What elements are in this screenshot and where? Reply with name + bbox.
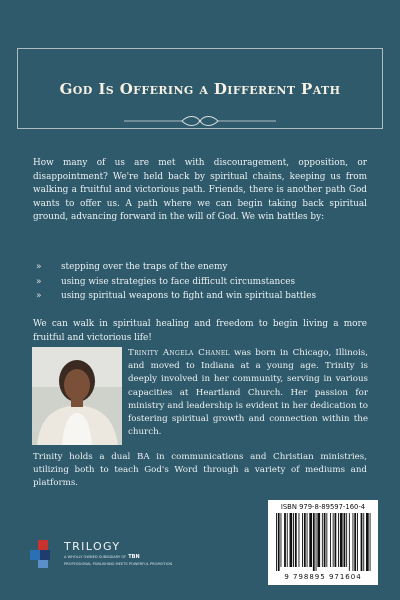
barcode-bar xyxy=(316,513,317,571)
barcode-bar xyxy=(357,513,358,571)
barcode-bar xyxy=(304,513,306,567)
barcode-bar xyxy=(346,513,347,567)
barcode-bar xyxy=(287,513,288,567)
barcode-bar xyxy=(299,513,300,567)
author-bio-text: was born in Chicago, Illinois, and moved to Indiana at a young age. Trinity is deeply involved in her community, serving in various capacities at Heartland Church. Her passion for ministry and leadership is evident in her dedication to fostering spiritual growth and connection within the church. xyxy=(128,348,368,438)
barcode-bar xyxy=(338,513,339,567)
bullet-marker: » xyxy=(36,276,42,287)
bullet-text: using wise strategies to face difficult circumstances xyxy=(61,276,295,287)
barcode-bar xyxy=(344,513,346,567)
barcode-bar xyxy=(340,513,343,567)
author-bio xyxy=(128,347,368,439)
barcode-bar xyxy=(322,513,323,567)
barcode-bar xyxy=(309,513,312,567)
barcode-bars xyxy=(274,513,372,571)
author-name: Trinity Angela Chanel xyxy=(128,348,230,358)
author-photo xyxy=(32,347,122,445)
list-item xyxy=(33,276,367,290)
subsidiary-text: A WHOLLY OWNED SUBSIDIARY OF xyxy=(64,555,127,559)
flourish-ornament xyxy=(120,113,280,129)
barcode-bar xyxy=(335,513,337,567)
intro-paragraph: How many of us are met with discouragement, opposition, or disappointment? We're held back by spiritual chains, keeping us from walking a fruitful and victorious path. Friends, there is another path God wants to offer us. A path where we can begin taking back spiritual ground, advancing forward in the will of God. We win battles by: xyxy=(33,158,367,222)
bullet-text: using spiritual weapons to fight and win spiritual battles xyxy=(61,291,317,301)
barcode-bar xyxy=(317,513,320,567)
barcode xyxy=(268,500,378,585)
barcode-bar xyxy=(353,513,354,571)
publisher-tagline: PROFESSIONAL PUBLISHING MEETS POWERFUL PROMOTION xyxy=(64,562,173,566)
barcode-bar xyxy=(293,513,294,567)
headline: God Is Offering a Different Path xyxy=(59,80,341,98)
barcode-bar xyxy=(302,513,303,567)
barcode-bar xyxy=(330,513,331,567)
barcode-bar xyxy=(326,513,327,567)
bullet-list xyxy=(33,261,367,305)
parent-brand: TBN xyxy=(128,554,140,560)
barcode-bar xyxy=(354,513,356,571)
list-item xyxy=(33,261,367,275)
barcode-bar xyxy=(295,513,297,567)
publisher-logo xyxy=(28,538,218,588)
closing-paragraph: We can walk in spiritual healing and freedom to begin living a more fruitful and victorious life! xyxy=(33,319,367,343)
publisher-name: TRILOGY xyxy=(64,540,121,553)
barcode-bar xyxy=(313,513,315,571)
barcode-bar xyxy=(281,513,282,567)
isbn-label: ISBN 979-8-89597-160-4 xyxy=(280,503,366,511)
barcode-bar xyxy=(349,513,350,571)
barcode-bar xyxy=(284,513,286,567)
barcode-bar xyxy=(366,513,369,571)
barcode-digits: 9 798895 971604 xyxy=(284,573,362,581)
barcode-bar xyxy=(363,513,364,571)
barcode-bar xyxy=(361,513,363,571)
barcode-bar xyxy=(290,513,293,567)
barcode-bar xyxy=(333,513,334,567)
list-item xyxy=(33,290,367,304)
barcode-bar xyxy=(278,513,280,571)
trilogy-mark-icon xyxy=(28,538,60,570)
bullet-marker: » xyxy=(36,262,42,272)
barcode-bar xyxy=(370,513,371,571)
bullet-marker: » xyxy=(36,291,42,301)
author-credentials: Trinity holds a dual BA in communications and Christian ministries, utilizing both to teach God's Word through a variety of mediums and platforms. xyxy=(33,452,367,489)
bullet-text: stepping over the traps of the enemy xyxy=(61,262,228,272)
barcode-bar xyxy=(307,513,308,567)
barcode-bar xyxy=(276,513,277,571)
barcode-bar xyxy=(324,513,326,567)
publisher-subsidiary xyxy=(64,554,140,560)
